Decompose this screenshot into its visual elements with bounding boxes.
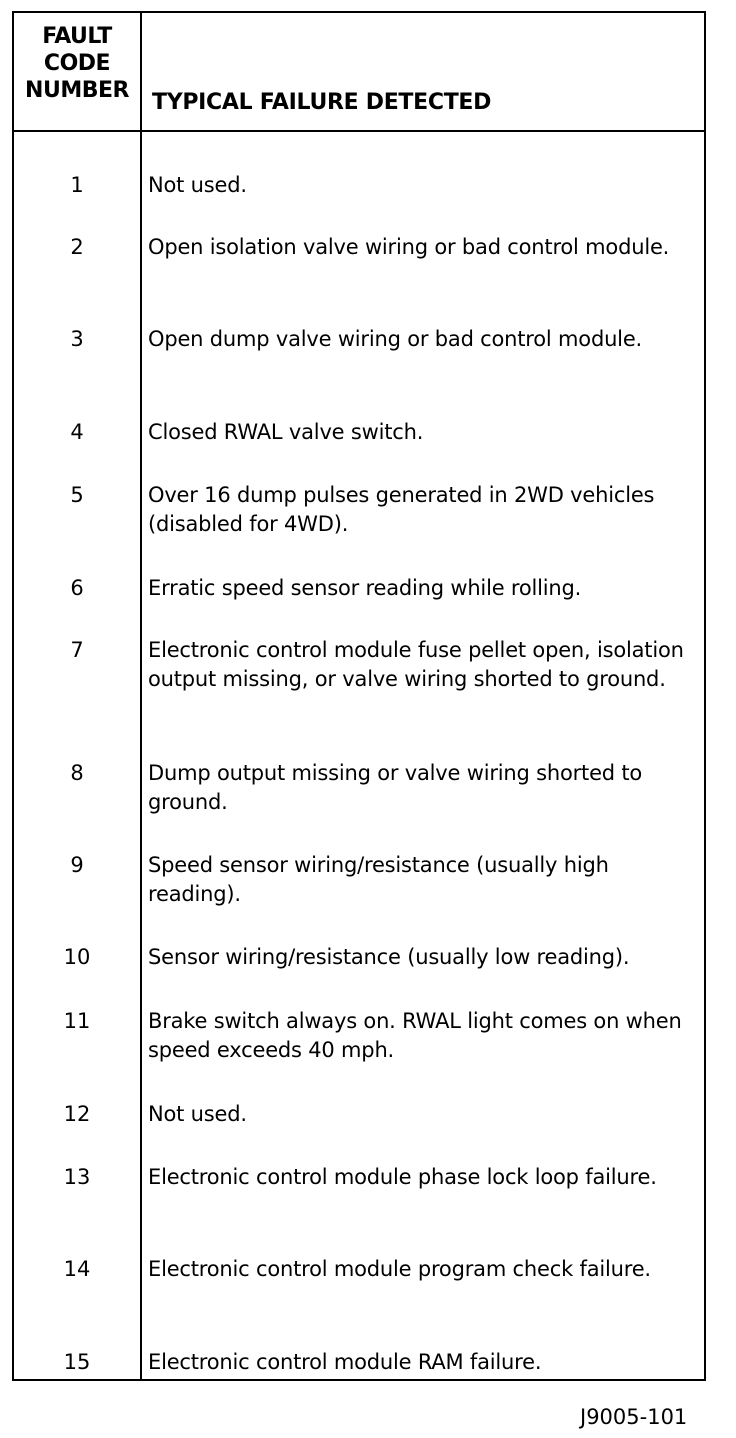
failure-description: Brake switch always on. RWAL light comes on when speed exceeds 40 mph.: [148, 1009, 682, 1062]
failure-description: Over 16 dump pulses generated in 2WD vehicles (disabled for 4WD).: [148, 483, 655, 536]
fault-code: 9: [70, 853, 84, 877]
fault-code: 13: [63, 1165, 91, 1189]
failure-description: Open isolation valve wiring or bad control module.: [148, 235, 670, 259]
failure-description: Electronic control module program check failure.: [148, 1257, 651, 1281]
fault-code-table: [12, 11, 706, 1381]
failure-description: Sensor wiring/resistance (usually low reading).: [148, 945, 630, 969]
fault-code: 14: [63, 1257, 91, 1281]
failure-description: Electronic control module phase lock loop failure.: [148, 1165, 657, 1189]
failure-description: Electronic control module fuse pellet open, isolation output missing, or valve wiring shorted to ground.: [148, 638, 684, 691]
column-divider: [140, 13, 142, 1379]
failure-description: Not used.: [148, 1102, 247, 1126]
fault-code: 2: [70, 235, 84, 259]
fault-code: 3: [70, 327, 84, 351]
failure-description: Open dump valve wiring or bad control module.: [148, 327, 643, 351]
failure-description: Electronic control module RAM failure.: [148, 1350, 542, 1374]
failure-description: Erratic speed sensor reading while rolling.: [148, 576, 582, 600]
fault-code: 10: [63, 945, 91, 969]
fault-code: 12: [63, 1102, 91, 1126]
failure-description: Speed sensor wiring/resistance (usually high reading).: [148, 853, 609, 906]
header-divider: [14, 130, 704, 132]
fault-code: 11: [63, 1009, 91, 1033]
fault-code: 1: [70, 173, 84, 197]
fault-code: 4: [70, 420, 84, 444]
fault-code: 15: [63, 1350, 91, 1374]
fault-code: 8: [70, 761, 84, 785]
fault-code: 6: [70, 576, 84, 600]
figure-id: J9005-101: [580, 1405, 688, 1429]
header-fault-code-number: [14, 23, 140, 104]
fault-code: 7: [70, 638, 84, 662]
header-code-line-3: NUMBER: [25, 78, 129, 103]
header-code-line-2: CODE: [43, 51, 111, 76]
fault-code: 5: [70, 483, 84, 507]
failure-description: Dump output missing or valve wiring shorted to ground.: [148, 761, 643, 814]
failure-description: Closed RWAL valve switch.: [148, 420, 424, 444]
failure-description: Not used.: [148, 173, 247, 197]
header-typical-failure: TYPICAL FAILURE DETECTED: [152, 90, 492, 115]
header-code-line-1: FAULT: [42, 24, 112, 49]
